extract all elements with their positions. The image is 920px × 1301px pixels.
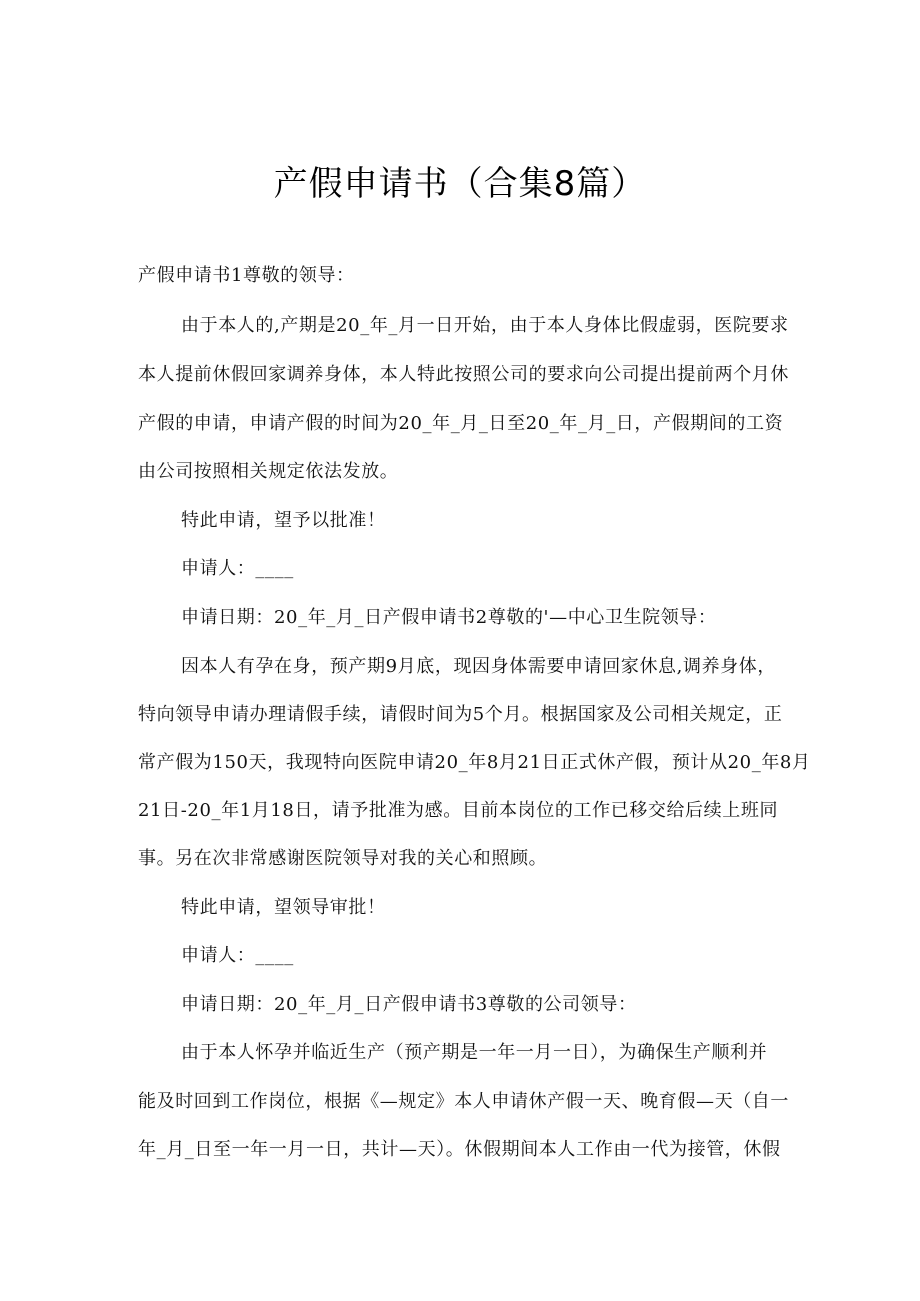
paragraph-line-7: 申请人：____	[181, 558, 294, 579]
paragraph-line-11: 常产假为150天，我现特向医院申请20_年8月21日正式休产假，预计从20_年8月	[138, 752, 811, 773]
page-title: 产假申请书（合集8篇）	[273, 164, 647, 204]
paragraph-line-14: 特此申请，望领导审批！	[181, 897, 386, 918]
paragraph-line-2: 由于本人的,产期是20_年_月一日开始，由于本人身体比假虚弱，医院要求	[181, 315, 789, 336]
paragraph-line-16: 申请日期：20_年_月_日产假申请书3尊敬的公司领导：	[181, 994, 637, 1015]
paragraph-line-19: 年_月_日至一年一月一日，共计—天）。休假期间本人工作由一代为接管，休假	[138, 1139, 781, 1160]
paragraph-line-13: 事。另在次非常感谢医院领导对我的关心和照顾。	[138, 848, 548, 869]
paragraph-line-17: 由于本人怀孕并临近生产（预产期是一年一月一日），为确保生产顺利并	[181, 1042, 768, 1063]
paragraph-line-12: 21日-20_年1月18日，请予批准为感。目前本岗位的工作已移交给后续上班同	[138, 800, 779, 821]
paragraph-line-15: 申请人：____	[181, 945, 294, 966]
paragraph-line-5: 由公司按照相关规定依法发放。	[138, 461, 399, 482]
paragraph-line-3: 本人提前休假回家调养身体，本人特此按照公司的要求向公司提出提前两个月休	[138, 364, 789, 385]
paragraph-line-10: 特向领导申请办理请假手续，请假时间为5个月。根据国家及公司相关规定，正	[138, 704, 783, 725]
paragraph-line-4: 产假的申请，申请产假的时间为20_年_月_日至20_年_月_日，产假期间的工资	[138, 413, 784, 434]
paragraph-line-6: 特此申请，望予以批准！	[181, 510, 386, 531]
paragraph-line-18: 能及时回到工作岗位，根据《—规定》本人申请休产假一天、晚育假—天（自一	[138, 1091, 789, 1112]
paragraph-line-8: 申请日期：20_年_月_日产假申请书2尊敬的'—中心卫生院领导：	[181, 607, 717, 628]
paragraph-line-9: 因本人有孕在身，预产期9月底，现因身体需要申请回家休息,调养身体，	[181, 656, 776, 677]
paragraph-line-1: 产假申请书1尊敬的领导：	[138, 265, 355, 286]
